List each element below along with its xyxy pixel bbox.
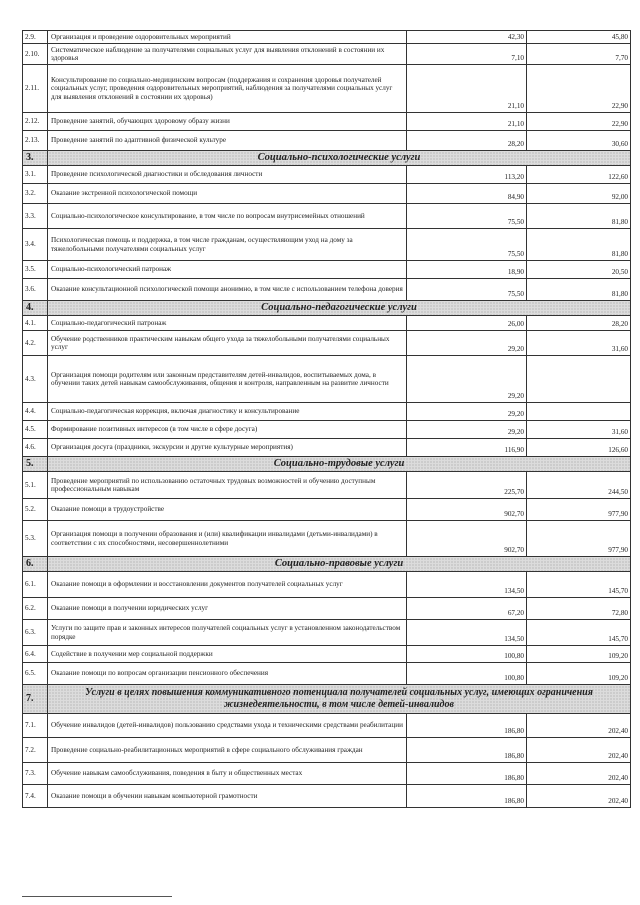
table-row <box>23 261 631 279</box>
service-name: Оказание помощи в получении юридических услуг <box>48 598 407 620</box>
item-number: 7.4. <box>23 785 48 808</box>
tariff-value-2: 20,50 <box>527 261 631 279</box>
table-row <box>23 331 631 356</box>
tariff-value-2: 30,60 <box>527 131 631 151</box>
tariff-value-1: 84,90 <box>407 184 527 204</box>
tariff-value-1: 113,20 <box>407 166 527 184</box>
tariff-value-1: 902,70 <box>407 499 527 521</box>
table-row <box>23 166 631 184</box>
tariff-value-1: 29,20 <box>407 356 527 403</box>
service-name: Оказание помощи в оформлении и восстановлении документов получателей социальных услуг <box>48 572 407 598</box>
tariff-value-2 <box>527 356 631 403</box>
tariff-value-1: 75,50 <box>407 279 527 301</box>
item-number: 2.9. <box>23 31 48 44</box>
section-number: 3. <box>23 151 48 166</box>
item-number: 6.4. <box>23 646 48 663</box>
service-name: Систематическое наблюдение за получателями социальных услуг для выявления отклонений в состоянии их здоровья <box>48 44 407 65</box>
table-row <box>23 356 631 403</box>
tariff-value-2: 31,60 <box>527 421 631 439</box>
item-number: 5.3. <box>23 521 48 557</box>
service-name: Психологическая помощь и поддержка, в том числе гражданам, осуществляющим уход на дому за тяжелобольными получателями социальных услуг <box>48 229 407 261</box>
item-number: 7.1. <box>23 714 48 738</box>
section-row <box>23 557 631 572</box>
table-row <box>23 738 631 763</box>
item-number: 2.13. <box>23 131 48 151</box>
item-number: 6.1. <box>23 572 48 598</box>
table-row <box>23 785 631 808</box>
item-number: 4.5. <box>23 421 48 439</box>
table-row <box>23 421 631 439</box>
table-row <box>23 646 631 663</box>
service-name: Оказание консультационной психологической помощи анонимно, в том числе с использованием телефона доверия <box>48 279 407 301</box>
section-row <box>23 457 631 472</box>
tariff-value-1: 67,20 <box>407 598 527 620</box>
service-name: Организация помощи родителям или законным представителям детей-инвалидов, воспитываемых дома, в обучении таких детей навыкам самообслуживания, общения и контроля, направленным на развитие личности <box>48 356 407 403</box>
table-row <box>23 521 631 557</box>
service-name: Организация помощи в получении образования и (или) квалификации инвалидами (детьми-инвалидами) в соответствии с их способностями, несовершеннолетними <box>48 521 407 557</box>
tariff-value-1: 100,80 <box>407 663 527 685</box>
service-name: Социально-педагогический патронаж <box>48 316 407 331</box>
item-number: 3.3. <box>23 204 48 229</box>
section-number: 6. <box>23 557 48 572</box>
tariff-value-2: 126,60 <box>527 439 631 457</box>
service-name: Организация досуга (праздники, экскурсии и другие культурные мероприятия) <box>48 439 407 457</box>
table-row <box>23 31 631 44</box>
section-title: Социально-правовые услуги <box>48 557 631 572</box>
tariff-value-2: 109,20 <box>527 646 631 663</box>
tariff-value-1: 21,10 <box>407 65 527 113</box>
table-row <box>23 316 631 331</box>
footnote-rule <box>22 896 172 897</box>
tariff-value-1: 186,80 <box>407 785 527 808</box>
service-name: Проведение мероприятий по использованию остаточных трудовых возможностей и обучению доступным профессиональным навыкам <box>48 472 407 499</box>
tariff-value-2: 977,90 <box>527 521 631 557</box>
item-number: 4.1. <box>23 316 48 331</box>
item-number: 5.2. <box>23 499 48 521</box>
service-name: Организация и проведение оздоровительных мероприятий <box>48 31 407 44</box>
tariff-value-1: 75,50 <box>407 229 527 261</box>
table-row <box>23 131 631 151</box>
service-name: Проведение занятий по адаптивной физической культуре <box>48 131 407 151</box>
service-name: Проведение социально-реабилитационных мероприятий в сфере социального обслуживания граждан <box>48 738 407 763</box>
service-name: Услуги по защите прав и законных интересов получателей социальных услуг в установленном законодательством порядке <box>48 620 407 646</box>
tariff-value-2: 92,00 <box>527 184 631 204</box>
item-number: 4.6. <box>23 439 48 457</box>
section-number: 4. <box>23 301 48 316</box>
tariff-value-1: 100,80 <box>407 646 527 663</box>
item-number: 3.6. <box>23 279 48 301</box>
table-row <box>23 439 631 457</box>
item-number: 4.3. <box>23 356 48 403</box>
tariff-value-1: 186,80 <box>407 738 527 763</box>
tariff-value-2: 81,80 <box>527 279 631 301</box>
service-name: Социально-педагогическая коррекция, включая диагностику и консультирование <box>48 403 407 421</box>
section-row <box>23 151 631 166</box>
tariff-value-1: 28,20 <box>407 131 527 151</box>
tariff-value-2: 72,80 <box>527 598 631 620</box>
tariff-value-1: 21,10 <box>407 113 527 131</box>
tariff-value-1: 26,00 <box>407 316 527 331</box>
table-row <box>23 598 631 620</box>
item-number: 6.2. <box>23 598 48 620</box>
tariff-value-1: 116,90 <box>407 439 527 457</box>
item-number: 2.10. <box>23 44 48 65</box>
service-name: Формирование позитивных интересов (в том числе в сфере досуга) <box>48 421 407 439</box>
tariff-value-1: 134,50 <box>407 620 527 646</box>
tariff-value-2: 202,40 <box>527 763 631 785</box>
table-row <box>23 472 631 499</box>
tariff-value-1: 42,30 <box>407 31 527 44</box>
service-name: Оказание экстренной психологической помощи <box>48 184 407 204</box>
item-number: 3.5. <box>23 261 48 279</box>
table-row <box>23 763 631 785</box>
tariff-value-2: 109,20 <box>527 663 631 685</box>
tariff-value-2: 202,40 <box>527 785 631 808</box>
table-row <box>23 572 631 598</box>
item-number: 3.1. <box>23 166 48 184</box>
tariff-value-2: 145,70 <box>527 572 631 598</box>
service-name: Обучение родственников практическим навыкам общего ухода за тяжелобольными получателями социальных услуг <box>48 331 407 356</box>
item-number: 4.4. <box>23 403 48 421</box>
tariff-value-2: 22,90 <box>527 65 631 113</box>
tariff-value-2: 244,50 <box>527 472 631 499</box>
tariff-value-1: 134,50 <box>407 572 527 598</box>
item-number: 3.2. <box>23 184 48 204</box>
services-tariff-table <box>22 30 631 808</box>
tariff-value-1: 902,70 <box>407 521 527 557</box>
tariff-value-1: 18,90 <box>407 261 527 279</box>
tariff-value-2: 81,80 <box>527 229 631 261</box>
tariff-value-2 <box>527 403 631 421</box>
table-row <box>23 184 631 204</box>
tariff-value-1: 7,10 <box>407 44 527 65</box>
tariff-value-2: 45,80 <box>527 31 631 44</box>
table-row <box>23 229 631 261</box>
service-name: Оказание помощи в обучении навыкам компьютерной грамотности <box>48 785 407 808</box>
item-number: 5.1. <box>23 472 48 499</box>
section-number: 5. <box>23 457 48 472</box>
service-name: Социально-психологический патронаж <box>48 261 407 279</box>
tariff-value-1: 29,20 <box>407 421 527 439</box>
section-row <box>23 685 631 714</box>
section-title: Социально-трудовые услуги <box>48 457 631 472</box>
tariff-value-2: 7,70 <box>527 44 631 65</box>
section-number: 7. <box>23 685 48 714</box>
item-number: 2.12. <box>23 113 48 131</box>
tariff-value-1: 186,80 <box>407 714 527 738</box>
tariff-value-2: 202,40 <box>527 738 631 763</box>
service-name: Обучение инвалидов (детей-инвалидов) пользованию средствами ухода и техническими средствами реабилитации <box>48 714 407 738</box>
tariff-value-2: 977,90 <box>527 499 631 521</box>
section-title: Социально-педагогические услуги <box>48 301 631 316</box>
item-number: 7.3. <box>23 763 48 785</box>
tariff-value-2: 202,40 <box>527 714 631 738</box>
tariff-value-2: 28,20 <box>527 316 631 331</box>
service-name: Консультирование по социально-медицинским вопросам (поддержания и сохранения здоровья получателей социальных услуг, проведения оздоровительных мероприятий, наблюдения за получателями социальных услуг для выявления отклонений в состоянии их здоровья) <box>48 65 407 113</box>
item-number: 6.3. <box>23 620 48 646</box>
table-row <box>23 663 631 685</box>
tariff-value-2: 145,70 <box>527 620 631 646</box>
table-row <box>23 204 631 229</box>
service-name: Обучение навыкам самообслуживания, поведения в быту и общественных местах <box>48 763 407 785</box>
item-number: 6.5. <box>23 663 48 685</box>
table-body <box>23 31 631 808</box>
service-name: Оказание помощи в трудоустройстве <box>48 499 407 521</box>
item-number: 4.2. <box>23 331 48 356</box>
tariff-value-1: 186,80 <box>407 763 527 785</box>
section-title: Социально-психологические услуги <box>48 151 631 166</box>
table-row <box>23 65 631 113</box>
table-row <box>23 499 631 521</box>
table-row <box>23 113 631 131</box>
service-name: Проведение занятий, обучающих здоровому образу жизни <box>48 113 407 131</box>
tariff-value-2: 122,60 <box>527 166 631 184</box>
table-row <box>23 714 631 738</box>
table-row <box>23 44 631 65</box>
tariff-value-2: 81,80 <box>527 204 631 229</box>
table-row <box>23 403 631 421</box>
tariff-value-1: 29,20 <box>407 331 527 356</box>
service-name: Проведение психологической диагностики и обследования личности <box>48 166 407 184</box>
tariff-value-2: 31,60 <box>527 331 631 356</box>
table-row <box>23 620 631 646</box>
item-number: 7.2. <box>23 738 48 763</box>
tariff-value-2: 22,90 <box>527 113 631 131</box>
table-row <box>23 279 631 301</box>
tariff-value-1: 75,50 <box>407 204 527 229</box>
service-name: Социально-психологическое консультирование, в том числе по вопросам внутрисемейных отношений <box>48 204 407 229</box>
tariff-value-1: 225,70 <box>407 472 527 499</box>
section-title: Услуги в целях повышения коммуникативного потенциала получателей социальных услуг, имеющих ограничения жизнедеятельности, в том числе детей-инвалидов <box>48 685 631 714</box>
tariff-value-1: 29,20 <box>407 403 527 421</box>
item-number: 3.4. <box>23 229 48 261</box>
service-name: Содействие в получении мер социальной поддержки <box>48 646 407 663</box>
item-number: 2.11. <box>23 65 48 113</box>
section-row <box>23 301 631 316</box>
service-name: Оказание помощи по вопросам организации пенсионного обеспечения <box>48 663 407 685</box>
